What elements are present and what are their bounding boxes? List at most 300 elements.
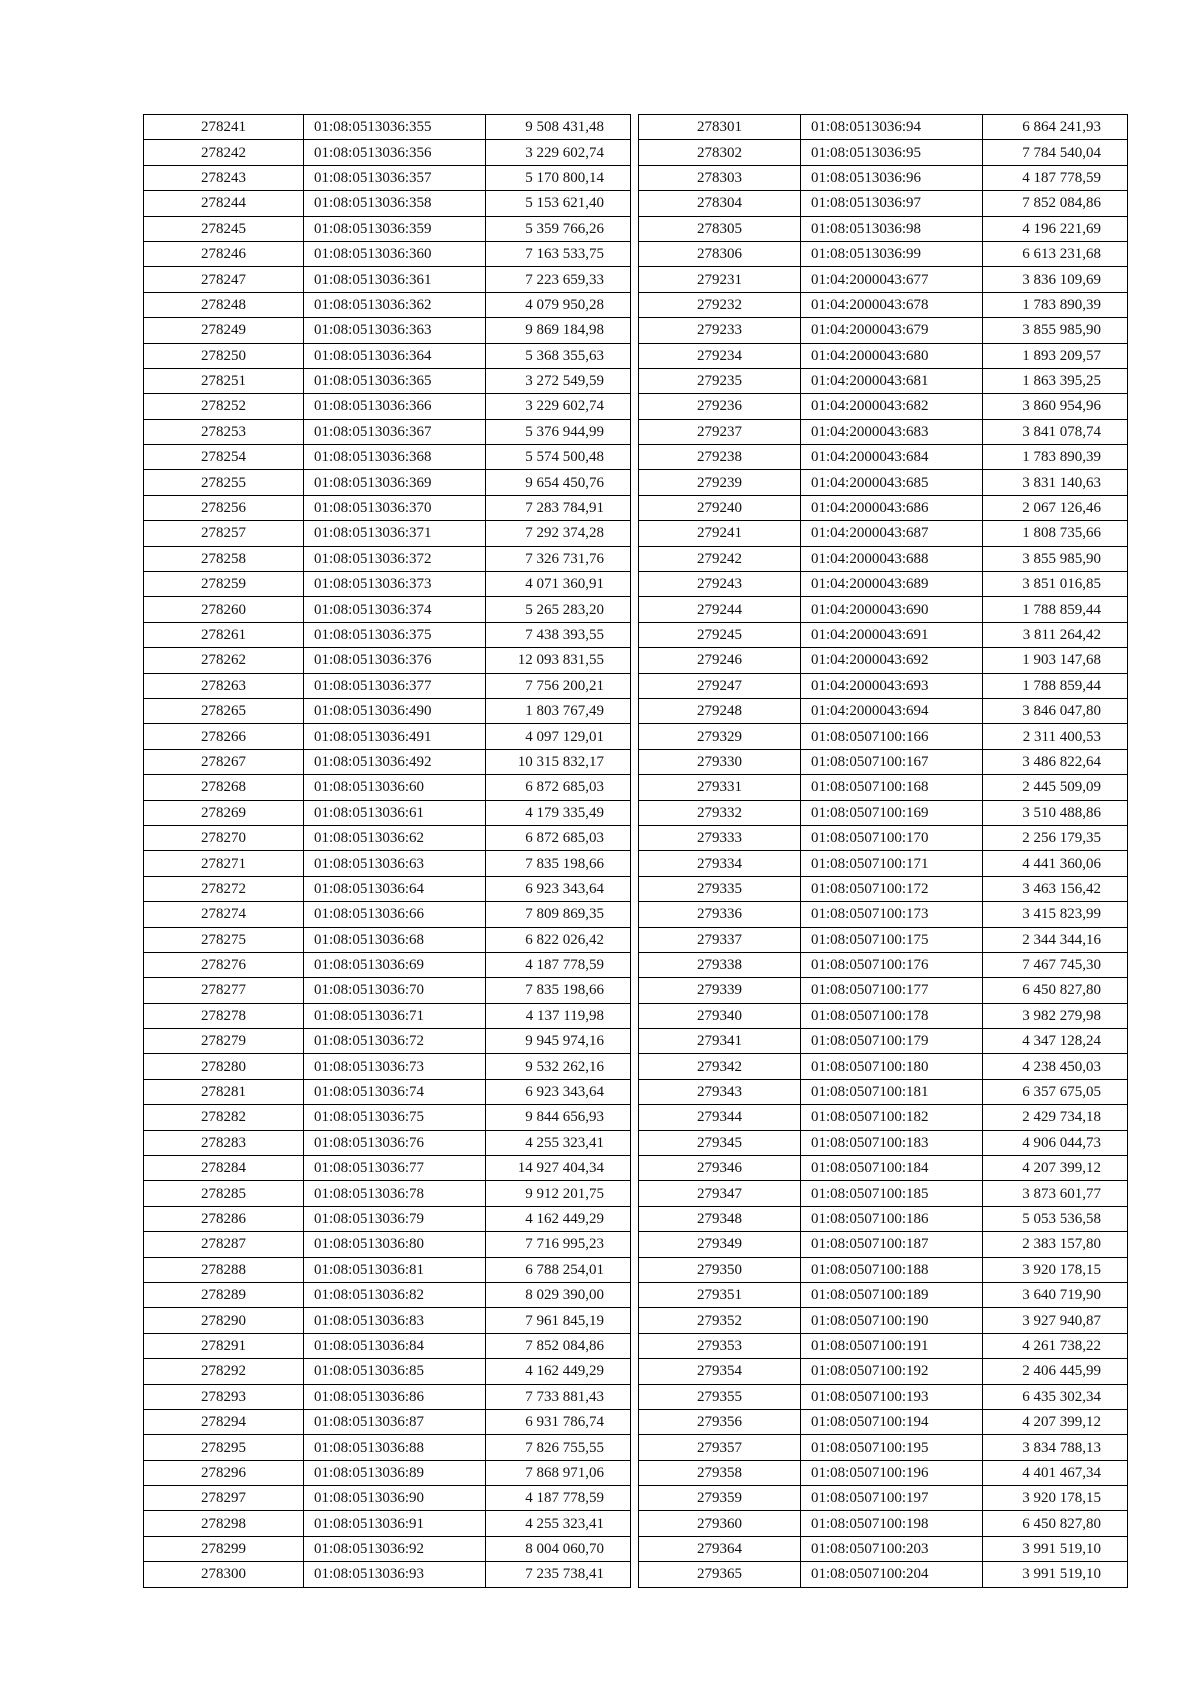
table-row bbox=[144, 927, 631, 952]
table-row bbox=[144, 318, 631, 343]
row-number: 278275 bbox=[144, 927, 304, 952]
cadastral-number: 01:04:2000043:679 bbox=[801, 318, 983, 343]
row-number: 279237 bbox=[639, 419, 801, 444]
cadastral-value: 1 788 859,44 bbox=[983, 673, 1128, 698]
cadastral-value: 4 347 128,24 bbox=[983, 1029, 1128, 1054]
table-row bbox=[639, 1435, 1128, 1460]
cadastral-value: 7 438 393,55 bbox=[486, 622, 631, 647]
cadastral-value: 7 223 659,33 bbox=[486, 267, 631, 292]
cadastral-number: 01:08:0513036:492 bbox=[304, 749, 486, 774]
row-number: 278249 bbox=[144, 318, 304, 343]
row-number: 279336 bbox=[639, 902, 801, 927]
cadastral-value: 4 207 399,12 bbox=[983, 1156, 1128, 1181]
row-number: 278296 bbox=[144, 1460, 304, 1485]
cadastral-value: 3 846 047,80 bbox=[983, 698, 1128, 723]
cadastral-value: 4 187 778,59 bbox=[486, 1486, 631, 1511]
table-row bbox=[639, 521, 1128, 546]
cadastral-value: 6 923 343,64 bbox=[486, 876, 631, 901]
cadastral-value: 4 179 335,49 bbox=[486, 800, 631, 825]
table-row bbox=[639, 216, 1128, 241]
cadastral-value: 9 654 450,76 bbox=[486, 470, 631, 495]
cadastral-value: 1 783 890,39 bbox=[983, 292, 1128, 317]
cadastral-number: 01:08:0513036:92 bbox=[304, 1536, 486, 1561]
cadastral-number: 01:08:0513036:356 bbox=[304, 140, 486, 165]
table-row bbox=[639, 698, 1128, 723]
cadastral-number: 01:08:0507100:167 bbox=[801, 749, 983, 774]
cadastral-value: 3 855 985,90 bbox=[983, 318, 1128, 343]
cadastral-number: 01:08:0507100:198 bbox=[801, 1511, 983, 1536]
cadastral-number: 01:08:0513036:74 bbox=[304, 1079, 486, 1104]
cadastral-number: 01:04:2000043:688 bbox=[801, 546, 983, 571]
cadastral-number: 01:08:0513036:77 bbox=[304, 1156, 486, 1181]
cadastral-number: 01:08:0513036:357 bbox=[304, 165, 486, 190]
cadastral-number: 01:08:0507100:185 bbox=[801, 1181, 983, 1206]
cadastral-number: 01:08:0507100:192 bbox=[801, 1359, 983, 1384]
cadastral-value: 2 067 126,46 bbox=[983, 495, 1128, 520]
row-number: 278293 bbox=[144, 1384, 304, 1409]
cadastral-number: 01:08:0507100:182 bbox=[801, 1105, 983, 1130]
row-number: 278245 bbox=[144, 216, 304, 241]
table-row bbox=[639, 445, 1128, 470]
cadastral-number: 01:08:0513036:70 bbox=[304, 978, 486, 1003]
row-number: 279355 bbox=[639, 1384, 801, 1409]
cadastral-value: 7 835 198,66 bbox=[486, 978, 631, 1003]
cadastral-number: 01:08:0507100:169 bbox=[801, 800, 983, 825]
cadastral-value: 9 912 201,75 bbox=[486, 1181, 631, 1206]
cadastral-number: 01:08:0507100:197 bbox=[801, 1486, 983, 1511]
cadastral-value: 3 640 719,90 bbox=[983, 1282, 1128, 1307]
cadastral-value: 4 906 044,73 bbox=[983, 1130, 1128, 1155]
row-number: 278282 bbox=[144, 1105, 304, 1130]
table-row bbox=[144, 1384, 631, 1409]
row-number: 279240 bbox=[639, 495, 801, 520]
cadastral-number: 01:08:0507100:173 bbox=[801, 902, 983, 927]
row-number: 278298 bbox=[144, 1511, 304, 1536]
table-row bbox=[639, 470, 1128, 495]
cadastral-number: 01:08:0513036:62 bbox=[304, 825, 486, 850]
table-row bbox=[144, 1435, 631, 1460]
row-number: 278257 bbox=[144, 521, 304, 546]
table-row bbox=[639, 775, 1128, 800]
row-number: 279235 bbox=[639, 368, 801, 393]
cadastral-number: 01:08:0513036:364 bbox=[304, 343, 486, 368]
cadastral-number: 01:08:0513036:94 bbox=[801, 115, 983, 140]
table-row bbox=[144, 1130, 631, 1155]
cadastral-value: 3 463 156,42 bbox=[983, 876, 1128, 901]
cadastral-number: 01:04:2000043:678 bbox=[801, 292, 983, 317]
cadastral-value: 7 283 784,91 bbox=[486, 495, 631, 520]
table-row bbox=[144, 1079, 631, 1104]
row-number: 278266 bbox=[144, 724, 304, 749]
row-number: 278291 bbox=[144, 1333, 304, 1358]
right-cadastral-table bbox=[638, 114, 1128, 1588]
cadastral-value: 4 187 778,59 bbox=[983, 165, 1128, 190]
table-row bbox=[639, 1232, 1128, 1257]
table-row bbox=[144, 1409, 631, 1434]
row-number: 279245 bbox=[639, 622, 801, 647]
cadastral-number: 01:08:0513036:366 bbox=[304, 394, 486, 419]
cadastral-value: 14 927 404,34 bbox=[486, 1156, 631, 1181]
table-row bbox=[639, 1181, 1128, 1206]
cadastral-value: 5 368 355,63 bbox=[486, 343, 631, 368]
table-row bbox=[144, 673, 631, 698]
cadastral-number: 01:08:0513036:68 bbox=[304, 927, 486, 952]
row-number: 279244 bbox=[639, 597, 801, 622]
cadastral-value: 1 783 890,39 bbox=[983, 445, 1128, 470]
cadastral-value: 6 822 026,42 bbox=[486, 927, 631, 952]
cadastral-number: 01:08:0513036:63 bbox=[304, 851, 486, 876]
row-number: 278272 bbox=[144, 876, 304, 901]
cadastral-number: 01:08:0513036:367 bbox=[304, 419, 486, 444]
cadastral-number: 01:08:0513036:377 bbox=[304, 673, 486, 698]
row-number: 278276 bbox=[144, 952, 304, 977]
table-row bbox=[144, 343, 631, 368]
row-number: 279231 bbox=[639, 267, 801, 292]
table-row bbox=[639, 622, 1128, 647]
row-number: 278253 bbox=[144, 419, 304, 444]
table-row bbox=[639, 165, 1128, 190]
table-row bbox=[144, 622, 631, 647]
cadastral-number: 01:08:0513036:89 bbox=[304, 1460, 486, 1485]
row-number: 279358 bbox=[639, 1460, 801, 1485]
cadastral-value: 3 415 823,99 bbox=[983, 902, 1128, 927]
row-number: 278284 bbox=[144, 1156, 304, 1181]
row-number: 279364 bbox=[639, 1536, 801, 1561]
row-number: 278289 bbox=[144, 1282, 304, 1307]
cadastral-value: 2 344 344,16 bbox=[983, 927, 1128, 952]
table-row bbox=[144, 1562, 631, 1587]
cadastral-number: 01:08:0513036:79 bbox=[304, 1206, 486, 1231]
cadastral-value: 4 097 129,01 bbox=[486, 724, 631, 749]
cadastral-value: 1 808 735,66 bbox=[983, 521, 1128, 546]
cadastral-value: 7 868 971,06 bbox=[486, 1460, 631, 1485]
table-row bbox=[639, 673, 1128, 698]
cadastral-value: 3 811 264,42 bbox=[983, 622, 1128, 647]
cadastral-number: 01:08:0507100:196 bbox=[801, 1460, 983, 1485]
row-number: 278259 bbox=[144, 572, 304, 597]
row-number: 278260 bbox=[144, 597, 304, 622]
cadastral-value: 3 229 602,74 bbox=[486, 140, 631, 165]
cadastral-value: 7 326 731,76 bbox=[486, 546, 631, 571]
row-number: 278288 bbox=[144, 1257, 304, 1282]
row-number: 279335 bbox=[639, 876, 801, 901]
table-row bbox=[639, 876, 1128, 901]
table-row bbox=[144, 1308, 631, 1333]
row-number: 278287 bbox=[144, 1232, 304, 1257]
cadastral-value: 3 831 140,63 bbox=[983, 470, 1128, 495]
cadastral-number: 01:08:0513036:72 bbox=[304, 1029, 486, 1054]
row-number: 279346 bbox=[639, 1156, 801, 1181]
cadastral-number: 01:08:0513036:86 bbox=[304, 1384, 486, 1409]
cadastral-value: 9 869 184,98 bbox=[486, 318, 631, 343]
cadastral-value: 5 153 621,40 bbox=[486, 191, 631, 216]
table-row bbox=[639, 318, 1128, 343]
cadastral-value: 3 860 954,96 bbox=[983, 394, 1128, 419]
row-number: 279337 bbox=[639, 927, 801, 952]
cadastral-value: 1 863 395,25 bbox=[983, 368, 1128, 393]
cadastral-value: 3 272 549,59 bbox=[486, 368, 631, 393]
cadastral-number: 01:08:0513036:93 bbox=[304, 1562, 486, 1587]
table-row bbox=[639, 1536, 1128, 1561]
row-number: 279339 bbox=[639, 978, 801, 1003]
cadastral-number: 01:08:0513036:71 bbox=[304, 1003, 486, 1028]
row-number: 279241 bbox=[639, 521, 801, 546]
table-row bbox=[639, 343, 1128, 368]
row-number: 278268 bbox=[144, 775, 304, 800]
row-number: 278294 bbox=[144, 1409, 304, 1434]
cadastral-value: 3 920 178,15 bbox=[983, 1486, 1128, 1511]
cadastral-number: 01:08:0513036:359 bbox=[304, 216, 486, 241]
row-number: 278258 bbox=[144, 546, 304, 571]
row-number: 278248 bbox=[144, 292, 304, 317]
row-number: 279359 bbox=[639, 1486, 801, 1511]
table-row bbox=[639, 1156, 1128, 1181]
cadastral-number: 01:08:0513036:88 bbox=[304, 1435, 486, 1460]
table-row bbox=[144, 292, 631, 317]
cadastral-value: 1 893 209,57 bbox=[983, 343, 1128, 368]
table-row bbox=[639, 394, 1128, 419]
cadastral-value: 3 927 940,87 bbox=[983, 1308, 1128, 1333]
cadastral-number: 01:08:0513036:371 bbox=[304, 521, 486, 546]
cadastral-number: 01:08:0513036:75 bbox=[304, 1105, 486, 1130]
cadastral-value: 5 265 283,20 bbox=[486, 597, 631, 622]
table-row bbox=[144, 1105, 631, 1130]
cadastral-value: 6 788 254,01 bbox=[486, 1257, 631, 1282]
table-row bbox=[144, 851, 631, 876]
table-row bbox=[639, 495, 1128, 520]
cadastral-value: 7 826 755,55 bbox=[486, 1435, 631, 1460]
cadastral-value: 7 163 533,75 bbox=[486, 241, 631, 266]
cadastral-number: 01:08:0507100:170 bbox=[801, 825, 983, 850]
tables-container bbox=[143, 114, 1128, 1588]
cadastral-value: 3 855 985,90 bbox=[983, 546, 1128, 571]
cadastral-number: 01:08:0513036:99 bbox=[801, 241, 983, 266]
row-number: 279345 bbox=[639, 1130, 801, 1155]
row-number: 278292 bbox=[144, 1359, 304, 1384]
cadastral-number: 01:08:0507100:183 bbox=[801, 1130, 983, 1155]
table-row bbox=[144, 115, 631, 140]
table-row bbox=[144, 876, 631, 901]
table-row bbox=[144, 368, 631, 393]
cadastral-number: 01:04:2000043:693 bbox=[801, 673, 983, 698]
cadastral-number: 01:08:0513036:85 bbox=[304, 1359, 486, 1384]
table-row bbox=[639, 241, 1128, 266]
row-number: 279232 bbox=[639, 292, 801, 317]
cadastral-value: 4 255 323,41 bbox=[486, 1511, 631, 1536]
row-number: 279341 bbox=[639, 1029, 801, 1054]
cadastral-number: 01:08:0507100:168 bbox=[801, 775, 983, 800]
row-number: 279347 bbox=[639, 1181, 801, 1206]
cadastral-value: 9 532 262,16 bbox=[486, 1054, 631, 1079]
right-table-body bbox=[639, 115, 1128, 1588]
cadastral-number: 01:08:0513036:95 bbox=[801, 140, 983, 165]
table-row bbox=[144, 1486, 631, 1511]
cadastral-value: 4 261 738,22 bbox=[983, 1333, 1128, 1358]
cadastral-value: 2 256 179,35 bbox=[983, 825, 1128, 850]
row-number: 278269 bbox=[144, 800, 304, 825]
cadastral-value: 7 733 881,43 bbox=[486, 1384, 631, 1409]
cadastral-number: 01:04:2000043:680 bbox=[801, 343, 983, 368]
cadastral-value: 5 359 766,26 bbox=[486, 216, 631, 241]
cadastral-number: 01:04:2000043:677 bbox=[801, 267, 983, 292]
cadastral-value: 8 029 390,00 bbox=[486, 1282, 631, 1307]
row-number: 279357 bbox=[639, 1435, 801, 1460]
table-row bbox=[144, 495, 631, 520]
cadastral-value: 5 376 944,99 bbox=[486, 419, 631, 444]
cadastral-number: 01:08:0507100:190 bbox=[801, 1308, 983, 1333]
table-row bbox=[144, 978, 631, 1003]
table-row bbox=[144, 1181, 631, 1206]
row-number: 279330 bbox=[639, 749, 801, 774]
cadastral-value: 5 574 500,48 bbox=[486, 445, 631, 470]
cadastral-number: 01:08:0513036:370 bbox=[304, 495, 486, 520]
cadastral-number: 01:08:0507100:187 bbox=[801, 1232, 983, 1257]
row-number: 278252 bbox=[144, 394, 304, 419]
table-row bbox=[144, 1003, 631, 1028]
table-row bbox=[144, 1333, 631, 1358]
row-number: 279248 bbox=[639, 698, 801, 723]
table-row bbox=[144, 1282, 631, 1307]
cadastral-value: 3 834 788,13 bbox=[983, 1435, 1128, 1460]
table-row bbox=[639, 978, 1128, 1003]
cadastral-value: 5 053 536,58 bbox=[983, 1206, 1128, 1231]
row-number: 278246 bbox=[144, 241, 304, 266]
cadastral-value: 3 836 109,69 bbox=[983, 267, 1128, 292]
row-number: 279331 bbox=[639, 775, 801, 800]
cadastral-number: 01:04:2000043:692 bbox=[801, 648, 983, 673]
cadastral-value: 6 923 343,64 bbox=[486, 1079, 631, 1104]
cadastral-value: 2 429 734,18 bbox=[983, 1105, 1128, 1130]
row-number: 279243 bbox=[639, 572, 801, 597]
cadastral-number: 01:08:0513036:80 bbox=[304, 1232, 486, 1257]
table-row bbox=[144, 1511, 631, 1536]
table-row bbox=[639, 724, 1128, 749]
row-number: 279351 bbox=[639, 1282, 801, 1307]
table-row bbox=[639, 191, 1128, 216]
cadastral-number: 01:08:0513036:84 bbox=[304, 1333, 486, 1358]
row-number: 279332 bbox=[639, 800, 801, 825]
cadastral-value: 4 196 221,69 bbox=[983, 216, 1128, 241]
cadastral-value: 2 311 400,53 bbox=[983, 724, 1128, 749]
table-row bbox=[639, 140, 1128, 165]
cadastral-number: 01:08:0513036:360 bbox=[304, 241, 486, 266]
cadastral-value: 8 004 060,70 bbox=[486, 1536, 631, 1561]
row-number: 279344 bbox=[639, 1105, 801, 1130]
cadastral-number: 01:08:0513036:490 bbox=[304, 698, 486, 723]
table-row bbox=[144, 902, 631, 927]
cadastral-value: 3 920 178,15 bbox=[983, 1257, 1128, 1282]
cadastral-number: 01:08:0513036:363 bbox=[304, 318, 486, 343]
row-number: 278280 bbox=[144, 1054, 304, 1079]
table-row bbox=[144, 241, 631, 266]
table-row bbox=[639, 1257, 1128, 1282]
row-number: 279233 bbox=[639, 318, 801, 343]
table-row bbox=[144, 724, 631, 749]
cadastral-number: 01:08:0507100:188 bbox=[801, 1257, 983, 1282]
table-row bbox=[639, 952, 1128, 977]
cadastral-value: 5 170 800,14 bbox=[486, 165, 631, 190]
cadastral-number: 01:08:0507100:195 bbox=[801, 1435, 983, 1460]
cadastral-value: 4 255 323,41 bbox=[486, 1130, 631, 1155]
cadastral-value: 6 435 302,34 bbox=[983, 1384, 1128, 1409]
cadastral-value: 3 991 519,10 bbox=[983, 1536, 1128, 1561]
row-number: 279354 bbox=[639, 1359, 801, 1384]
table-row bbox=[144, 267, 631, 292]
cadastral-number: 01:08:0507100:179 bbox=[801, 1029, 983, 1054]
cadastral-value: 6 450 827,80 bbox=[983, 1511, 1128, 1536]
cadastral-number: 01:08:0513036:81 bbox=[304, 1257, 486, 1282]
cadastral-number: 01:08:0513036:82 bbox=[304, 1282, 486, 1307]
table-row bbox=[639, 1130, 1128, 1155]
cadastral-value: 1 903 147,68 bbox=[983, 648, 1128, 673]
cadastral-number: 01:08:0513036:91 bbox=[304, 1511, 486, 1536]
row-number: 278304 bbox=[639, 191, 801, 216]
table-row bbox=[144, 470, 631, 495]
cadastral-number: 01:08:0507100:184 bbox=[801, 1156, 983, 1181]
row-number: 278286 bbox=[144, 1206, 304, 1231]
row-number: 278263 bbox=[144, 673, 304, 698]
cadastral-number: 01:08:0507100:172 bbox=[801, 876, 983, 901]
row-number: 278247 bbox=[144, 267, 304, 292]
cadastral-value: 3 229 602,74 bbox=[486, 394, 631, 419]
cadastral-number: 01:08:0513036:60 bbox=[304, 775, 486, 800]
cadastral-number: 01:08:0513036:96 bbox=[801, 165, 983, 190]
table-row bbox=[144, 1257, 631, 1282]
row-number: 278299 bbox=[144, 1536, 304, 1561]
table-row bbox=[639, 597, 1128, 622]
row-number: 279338 bbox=[639, 952, 801, 977]
row-number: 279340 bbox=[639, 1003, 801, 1028]
cadastral-number: 01:08:0513036:372 bbox=[304, 546, 486, 571]
table-row bbox=[144, 800, 631, 825]
table-row bbox=[639, 851, 1128, 876]
cadastral-number: 01:08:0507100:178 bbox=[801, 1003, 983, 1028]
table-row bbox=[639, 546, 1128, 571]
row-number: 278279 bbox=[144, 1029, 304, 1054]
table-row bbox=[639, 572, 1128, 597]
cadastral-number: 01:08:0507100:194 bbox=[801, 1409, 983, 1434]
cadastral-value: 7 835 198,66 bbox=[486, 851, 631, 876]
cadastral-value: 6 864 241,93 bbox=[983, 115, 1128, 140]
cadastral-value: 3 510 488,86 bbox=[983, 800, 1128, 825]
row-number: 279360 bbox=[639, 1511, 801, 1536]
table-row bbox=[639, 1054, 1128, 1079]
table-row bbox=[144, 191, 631, 216]
table-row bbox=[144, 1460, 631, 1485]
cadastral-number: 01:08:0513036:374 bbox=[304, 597, 486, 622]
table-row bbox=[144, 572, 631, 597]
table-row bbox=[144, 140, 631, 165]
cadastral-value: 3 841 078,74 bbox=[983, 419, 1128, 444]
cadastral-number: 01:08:0507100:175 bbox=[801, 927, 983, 952]
cadastral-value: 4 441 360,06 bbox=[983, 851, 1128, 876]
cadastral-value: 7 756 200,21 bbox=[486, 673, 631, 698]
cadastral-number: 01:08:0507100:203 bbox=[801, 1536, 983, 1561]
cadastral-number: 01:08:0507100:166 bbox=[801, 724, 983, 749]
row-number: 278270 bbox=[144, 825, 304, 850]
table-row bbox=[144, 419, 631, 444]
table-row bbox=[144, 445, 631, 470]
cadastral-value: 4 238 450,03 bbox=[983, 1054, 1128, 1079]
table-row bbox=[144, 1156, 631, 1181]
cadastral-number: 01:08:0507100:181 bbox=[801, 1079, 983, 1104]
cadastral-value: 4 137 119,98 bbox=[486, 1003, 631, 1028]
cadastral-value: 4 079 950,28 bbox=[486, 292, 631, 317]
cadastral-number: 01:08:0513036:90 bbox=[304, 1486, 486, 1511]
row-number: 279329 bbox=[639, 724, 801, 749]
cadastral-value: 9 508 431,48 bbox=[486, 115, 631, 140]
row-number: 278265 bbox=[144, 698, 304, 723]
